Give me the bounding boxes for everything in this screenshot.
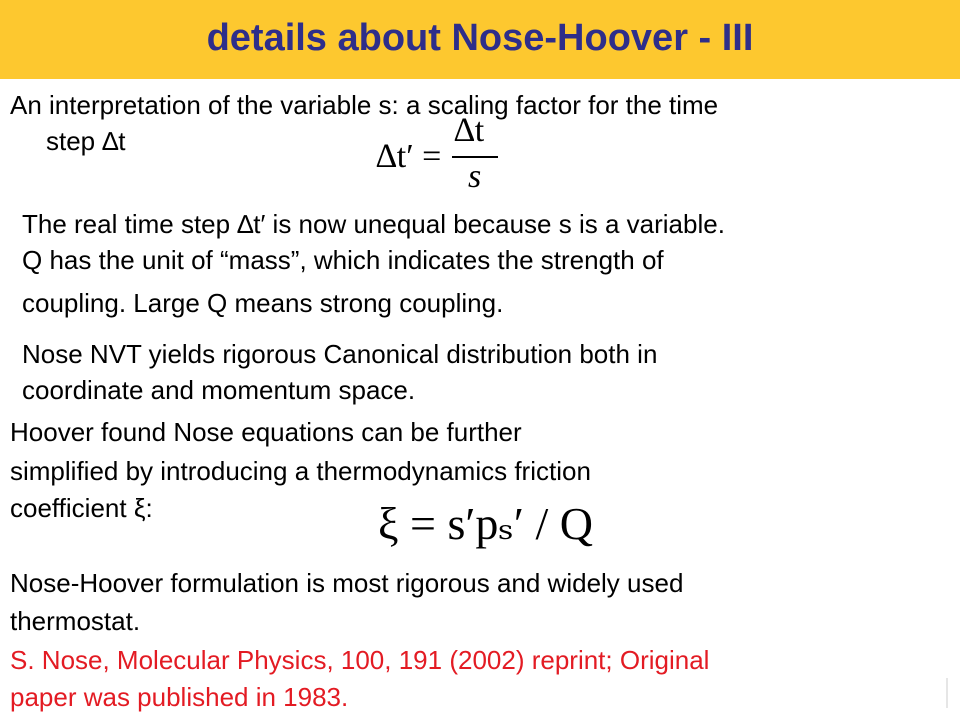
reference-line-1: S. Nose, Molecular Physics, 100, 191 (2002) reprint; Original [10,645,710,675]
formulation-line-1: Nose-Hoover formulation is most rigorous and widely used [10,568,684,598]
equation-numerator: ∆t [454,112,485,149]
hoover-line-3: coefficient ξ: [10,493,153,523]
reference-line-2: paper was published in 1983. [10,682,349,712]
hoover-line-1: Hoover found Nose equations can be further [10,417,522,447]
formulation-line-2: thermostat. [10,606,141,636]
nvt-line-2: coordinate and momentum space. [22,375,416,405]
equation-lhs: ∆t′ = [376,138,442,175]
nvt-line-1: Nose NVT yields rigorous Canonical distribution both in [22,339,658,369]
hoover-line-2: simplified by introducing a thermodynamics friction [10,456,591,486]
equation-denominator: s [468,158,482,195]
page-title: details about Nose-Hoover - III [206,17,754,59]
friction-coefficient-equation: ξ = s′pₛ′ / Q [378,498,593,549]
time-scaling-equation [376,112,496,198]
interpretation-line-1: An interpretation of the variable s: a scaling factor for the time [10,90,719,120]
mass-unit-line: Q has the unit of “mass”, which indicates the strength of [22,245,664,275]
real-time-step-line: The real time step ∆t′ is now unequal because s is a variable. [22,209,725,239]
coupling-line: coupling. Large Q means strong coupling. [22,288,504,318]
interpretation-line-2: step ∆t [46,126,126,156]
corner-divider [946,678,948,708]
title-banner [0,0,960,79]
